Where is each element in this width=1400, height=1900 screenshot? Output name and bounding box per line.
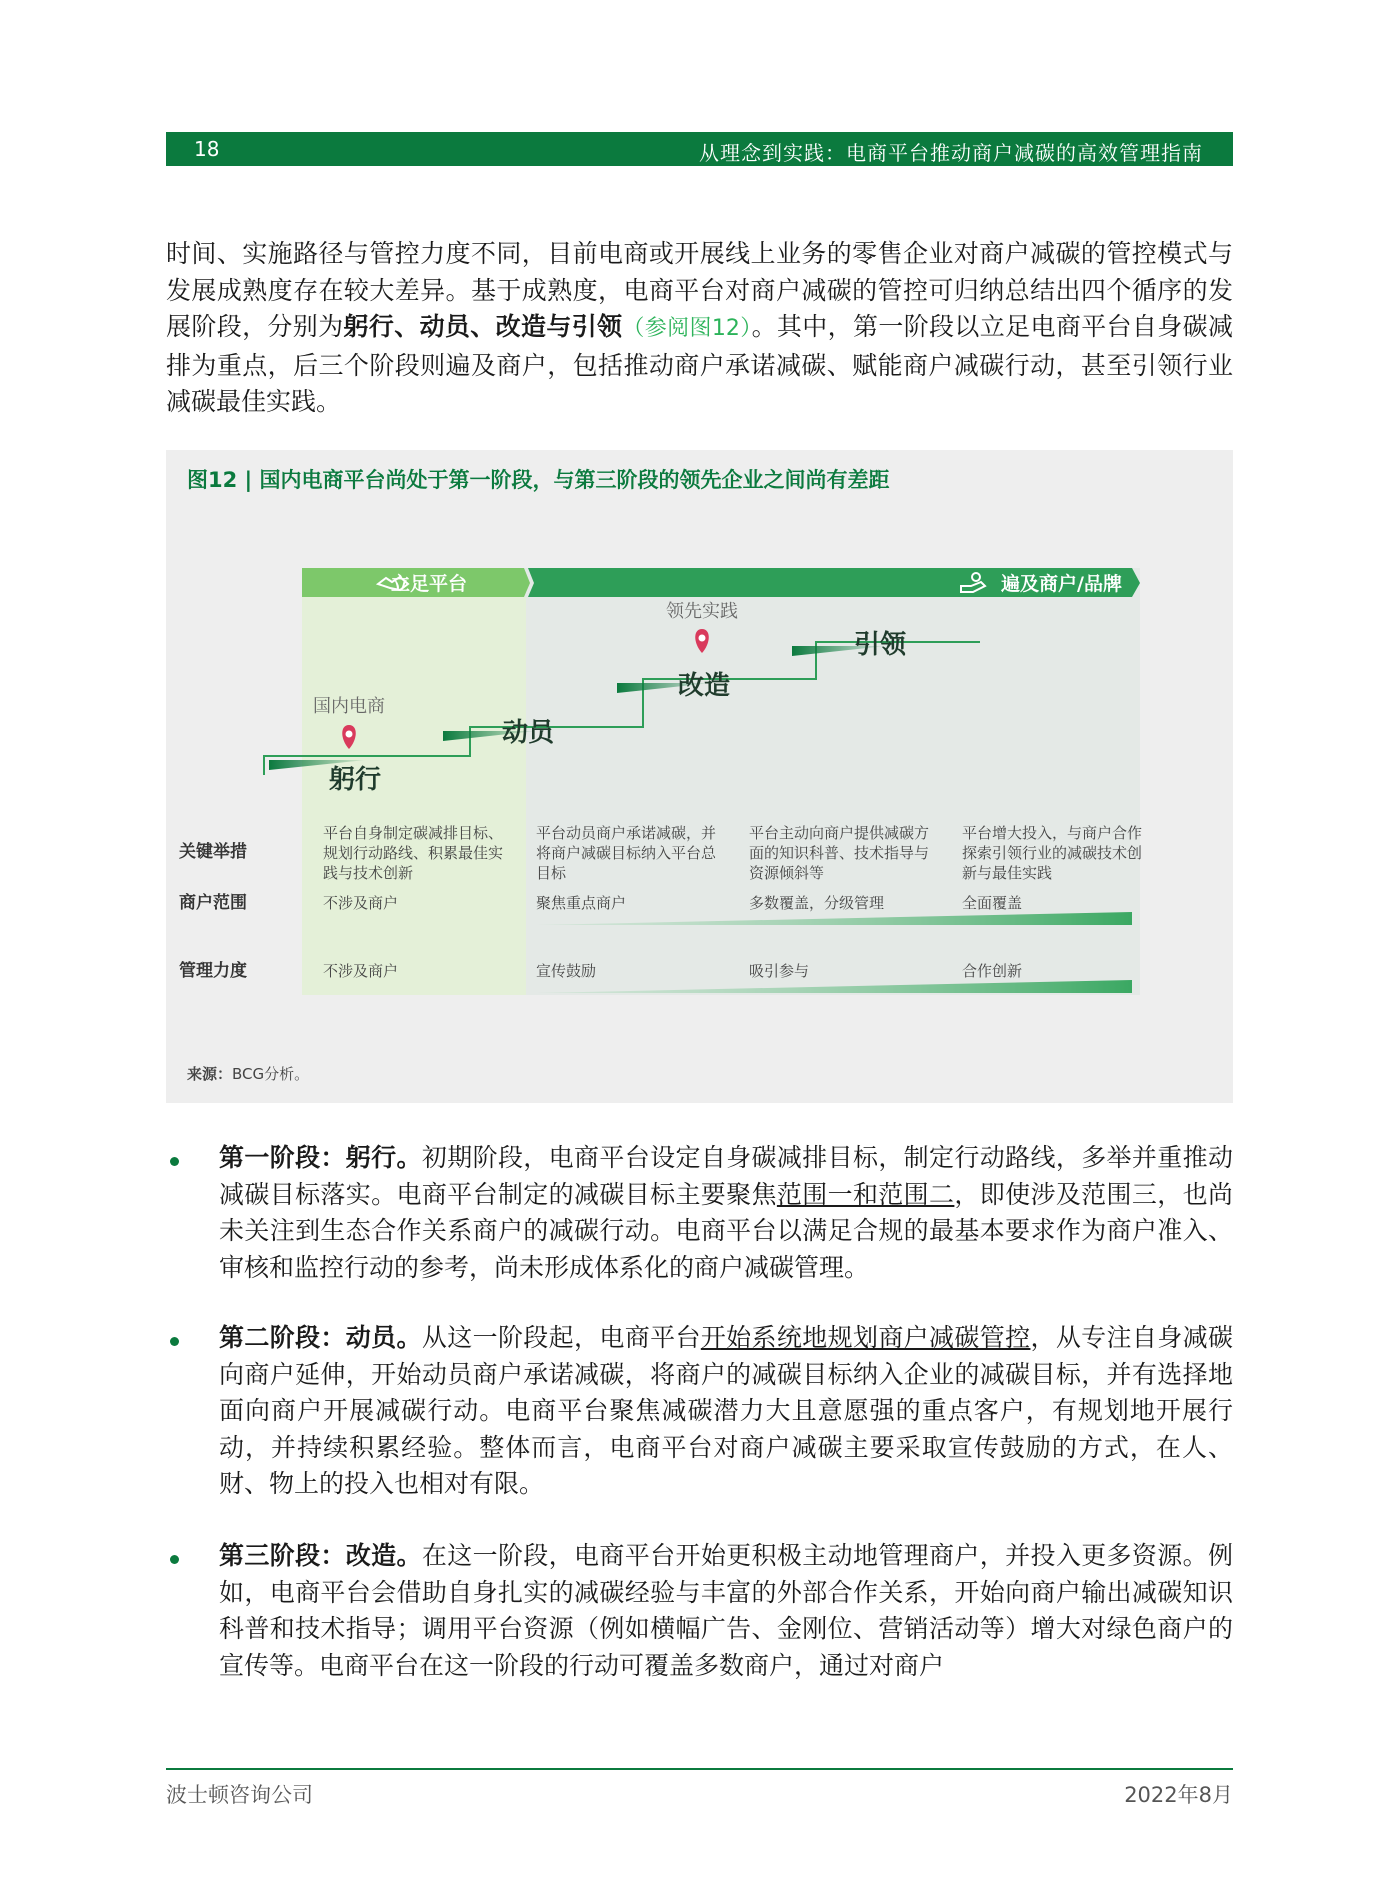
stage-3-intensity: 吸引参与 xyxy=(749,962,810,980)
stage-1-action-line: 平台自身制定碳减排目标、 xyxy=(323,824,504,842)
figure-reference[interactable]: （参阅图12） xyxy=(622,316,752,341)
stage-1-intensity: 不涉及商户 xyxy=(323,962,399,980)
marker-domestic-label: 国内电商 xyxy=(313,696,385,717)
stage-2-action-line: 平台动员商户承诺减碳，并 xyxy=(536,824,717,842)
stage-4-action-line: 平台增大投入，与商户合作 xyxy=(962,824,1143,842)
bullet-stage-2 xyxy=(219,1320,1233,1503)
bullet-1-text-a: 初期阶段，电商平台设定自身碳减排目标，制定行动路线，多举并重推动减碳目标落实。电商平台制定的减碳目标主要聚焦 xyxy=(219,1143,1233,1209)
bullet-stage-3 xyxy=(219,1538,1233,1684)
bullet-stage-1 xyxy=(219,1140,1233,1286)
banner-merchants-label: 遍及商户/品牌 xyxy=(1001,573,1122,595)
source-text: BCG分析。 xyxy=(232,1065,310,1083)
intro-text-1: 时间、实施路径与管控力度不同，目前电商或开展线上业务的零售企业对商户减碳的管控模式与发展成熟度存在较大差异。基于成熟度，电商平台对商户减碳的管控可归纳总结出四个循序的发展阶段，分别为 xyxy=(166,239,1233,341)
intro-text-2: 。其中，第一阶段以立足电商平台自身碳减排为重点，后三个阶段则遍及商户，包括推动商户承诺减碳、赋能商户减碳行动，甚至引领行业减碳最佳实践。 xyxy=(166,312,1233,416)
bullet-1-text-b: ，即使涉及范围三，也尚未关注到生态合作关系商户的减碳行动。电商平台以满足合规的最基本要求作为商户准入、审核和监控行动的参考，尚未形成体系化的商户减碳管理。 xyxy=(219,1179,1233,1282)
intro-paragraph xyxy=(166,236,1233,421)
row-label-intensity: 管理力度 xyxy=(179,961,247,981)
marker-leading-label: 领先实践 xyxy=(666,601,738,622)
bullet-2-heading: 第二阶段：动员。 xyxy=(219,1323,422,1352)
page-number: 18 xyxy=(194,137,220,161)
stage-1-scope: 不涉及商户 xyxy=(323,894,399,912)
stage-1-action-line: 规划行动路线、积累最佳实 xyxy=(323,844,504,862)
row-label-actions: 关键举措 xyxy=(179,842,247,862)
bullet-marker xyxy=(170,1157,179,1166)
banner-platform-label: 立足平台 xyxy=(391,573,468,595)
bullet-marker xyxy=(170,1337,179,1346)
stage-4-scope: 全面覆盖 xyxy=(962,894,1023,912)
running-header xyxy=(166,132,1233,166)
stage-3-action-line: 面的知识科普、技术指导与 xyxy=(749,844,930,862)
footer-date: 2022年8月 xyxy=(1124,1783,1233,1807)
running-title: 从理念到实践：电商平台推动商户减碳的高效管理指南 xyxy=(699,141,1203,165)
figure-12 xyxy=(166,450,1233,1103)
intro-bold-stages: 躬行、动员、改造与引领 xyxy=(343,312,623,341)
stage-2-scope: 聚焦重点商户 xyxy=(536,894,627,912)
source-label: 来源： xyxy=(187,1065,233,1083)
stage-3-scope: 多数覆盖，分级管理 xyxy=(749,894,885,912)
bullet-3-heading: 第三阶段：改造。 xyxy=(219,1541,422,1570)
bullet-3-text-a: 在这一阶段，电商平台开始更积极主动地管理商户，并投入更多资源。例如，电商平台会借助自身扎实的减碳经验与丰富的外部合作关系，开始向商户输出减碳知识科普和技术指导；调用平台资源（例如横幅广告、金刚位、营销活动等）增大对绿色商户的宣传等。电商平台在这一阶段的行动可覆盖多数商户，通过对商户 xyxy=(219,1541,1233,1680)
footer-divider xyxy=(166,1768,1233,1770)
stage-1-action-line: 践与技术创新 xyxy=(323,864,414,882)
stage-3-action-line: 平台主动向商户提供减碳方 xyxy=(749,824,930,842)
bullet-2-underline: 开始系统地规划商户减碳管控 xyxy=(700,1323,1031,1352)
stage-2-action-line: 目标 xyxy=(536,864,567,882)
stage-diagram xyxy=(166,450,1233,1060)
stage-4-intensity: 合作创新 xyxy=(962,962,1023,980)
footer-company: 波士顿咨询公司 xyxy=(166,1783,313,1807)
row-label-scope: 商户范围 xyxy=(179,893,247,913)
stage-4-name: 引领 xyxy=(854,630,907,660)
stage-2-intensity: 宣传鼓励 xyxy=(536,962,597,980)
stage-1-name: 躬行 xyxy=(329,765,382,795)
bullet-1-heading: 第一阶段：躬行。 xyxy=(219,1143,422,1172)
stage-3-action-line: 资源倾斜等 xyxy=(749,864,825,882)
bullet-1-underline: 范围一和范围二 xyxy=(776,1179,955,1209)
bullet-2-text-a: 从这一阶段起，电商平台 xyxy=(421,1323,701,1352)
stage-2-name: 动员 xyxy=(502,718,555,748)
stage-2-action-line: 将商户减碳目标纳入平台总 xyxy=(536,844,717,862)
bullet-marker xyxy=(170,1555,179,1564)
stage-3-name: 改造 xyxy=(678,671,731,701)
figure-source xyxy=(187,1063,309,1084)
stage-4-action-line: 新与最佳实践 xyxy=(962,864,1053,882)
figure-title: 图12 | 国内电商平台尚处于第一阶段，与第三阶段的领先企业之间尚有差距 xyxy=(187,468,890,492)
stage-4-action-line: 探索引领行业的减碳技术创 xyxy=(962,844,1143,862)
bullet-2-text-b: ，从专注自身减碳向商户延伸，开始动员商户承诺减碳，将商户的减碳目标纳入企业的减碳目标，并有选择地面向商户开展减碳行动。电商平台聚焦减碳潜力大且意愿强的重点客户，有规划地开展行动，并持续积累经验。整体而言，电商平台对商户减碳主要采取宣传鼓励的方式，在人、财、物上的投入也相对有限。 xyxy=(219,1323,1233,1498)
